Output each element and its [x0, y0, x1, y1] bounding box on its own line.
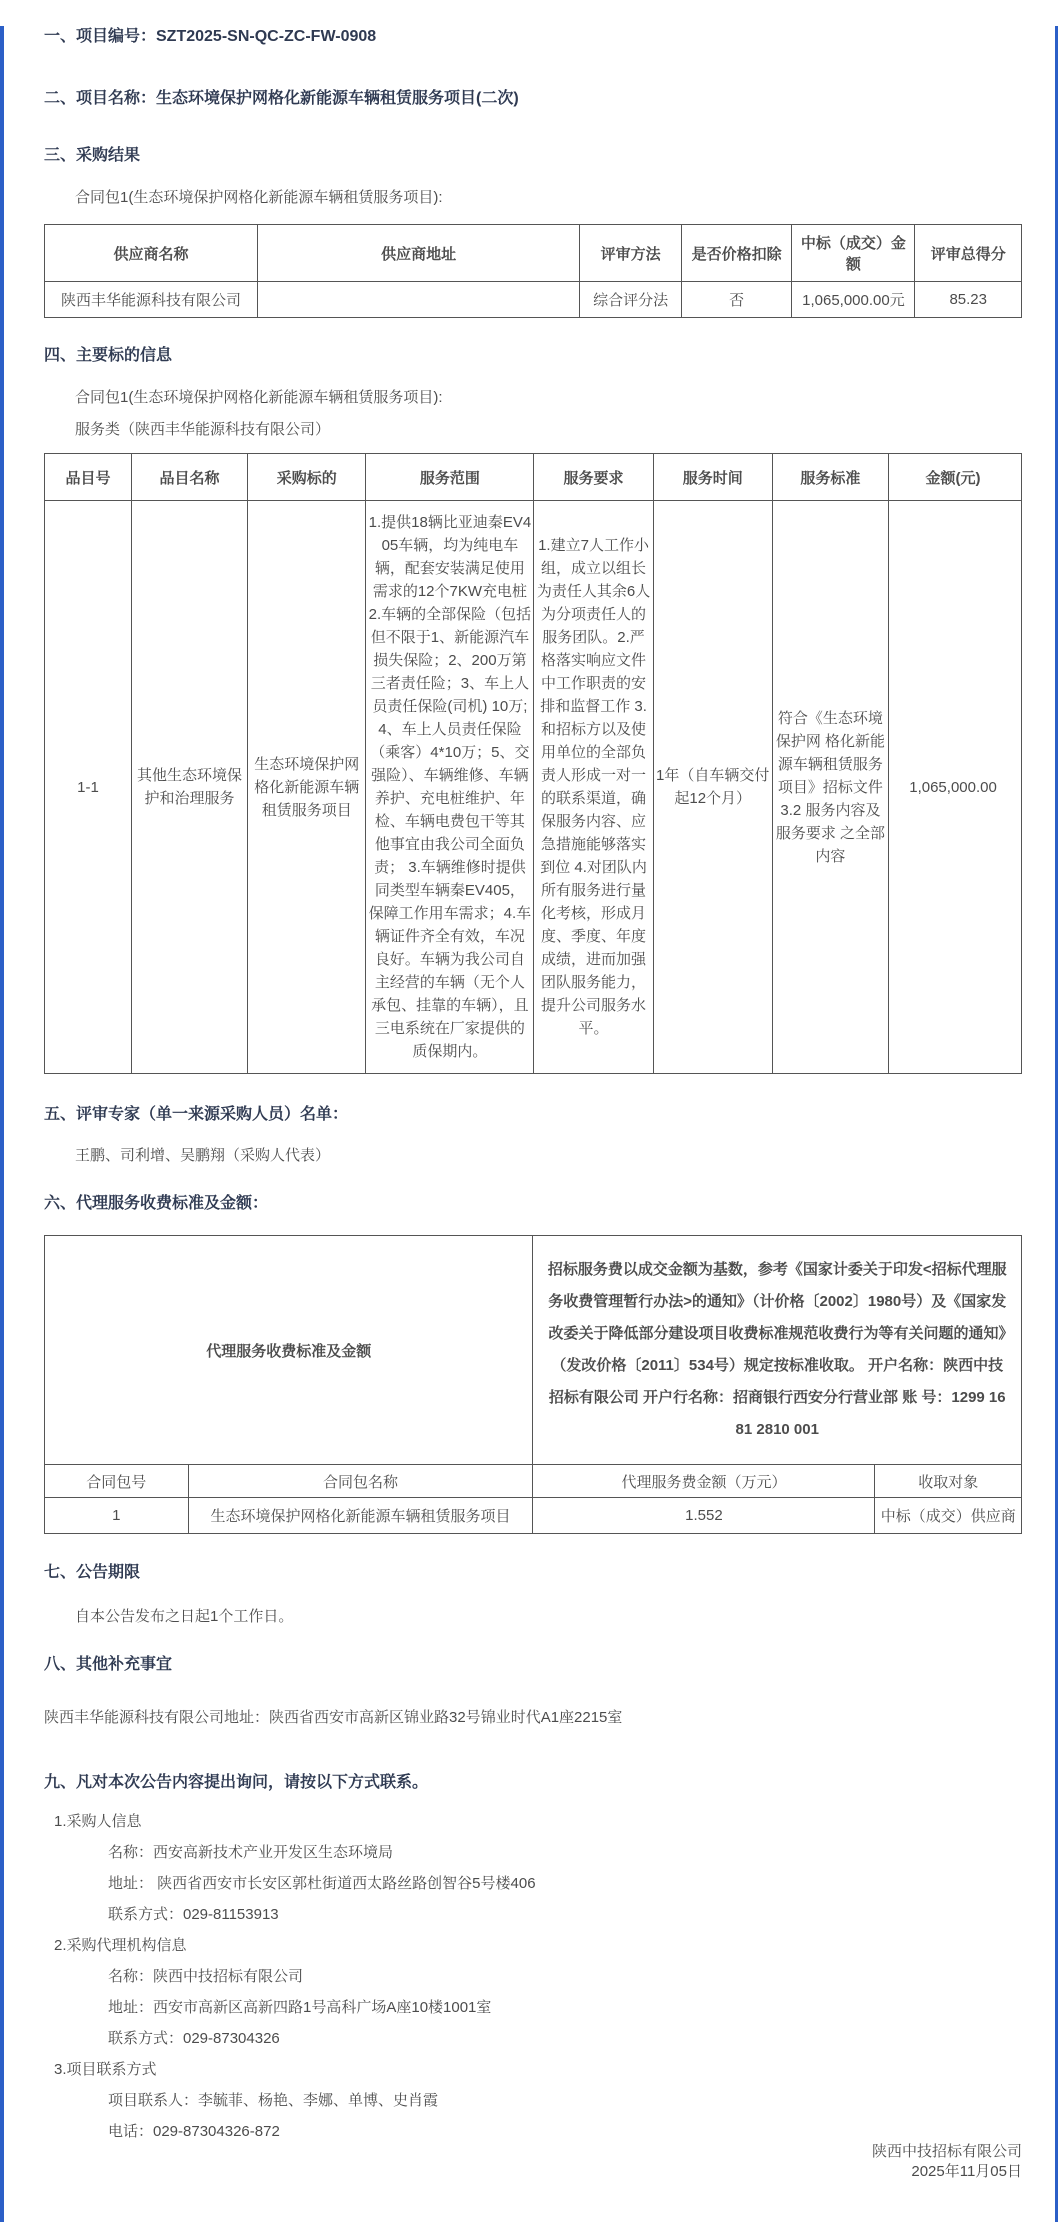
col-price-deduction: 是否价格扣除: [681, 225, 791, 282]
fee-table-header-row: [45, 1465, 1022, 1498]
col-agency-fee-amount: 代理服务费金额（万元）: [533, 1465, 875, 1498]
item-no-cell: 1-1: [45, 501, 132, 1074]
col-item-no: 品目号: [45, 454, 132, 501]
price-deduction-cell: 否: [681, 282, 791, 318]
result-table-header-row: [45, 225, 1022, 282]
result-package-intro: 合同包1(生态环境保护网格化新能源车辆租赁服务项目):: [75, 189, 443, 206]
agency-name: 名称：陕西中技招标有限公司: [108, 1968, 304, 1985]
service-time-cell: 1年（自车辆交付起12个月）: [653, 501, 772, 1074]
agency-info-title: 2.采购代理机构信息: [54, 1937, 187, 1954]
main-subject-table: [44, 453, 1022, 1074]
agency-fee-amount-cell: 1.552: [533, 1498, 875, 1534]
col-review-method: 评审方法: [580, 225, 682, 282]
col-item-name: 品目名称: [131, 454, 247, 501]
agency-fee-table: [44, 1235, 1022, 1534]
heading-procurement-result: 三、采购结果: [44, 147, 141, 164]
amount-cell: 1,065,000.00: [889, 501, 1022, 1074]
supplier-address-cell: [257, 282, 579, 318]
project-contact-persons: 项目联系人：李毓菲、杨艳、李娜、单博、史肖霞: [108, 2092, 439, 2109]
heading-other-matters: 八、其他补充事宜: [44, 1656, 173, 1673]
fee-standard-label-cell: 代理服务收费标准及金额: [45, 1236, 533, 1465]
heading-project-number: 一、项目编号：SZT2025-SN-QC-ZC-FW-0908: [44, 28, 377, 45]
fee-standard-row: [45, 1236, 1022, 1465]
announcement-period-body: 自本公告发布之日起1个工作日。: [75, 1608, 294, 1625]
footer-organization: 陕西中技招标有限公司: [871, 2143, 1022, 2160]
col-service-requirement: 服务要求: [534, 454, 653, 501]
col-service-time: 服务时间: [653, 454, 772, 501]
col-fee-payer: 收取对象: [875, 1465, 1022, 1498]
purchaser-address: 地址： 陕西省西安市长安区郭杜街道西太路丝路创智谷5号楼406: [108, 1875, 536, 1892]
col-package-no: 合同包号: [45, 1465, 189, 1498]
item-name-cell: 其他生态环境保护和治理服务: [131, 501, 247, 1074]
subject-service-class: 服务类（陕西丰华能源科技有限公司）: [75, 421, 331, 438]
project-contact-title: 3.项目联系方式: [54, 2061, 157, 2078]
project-contact-phone: 电话：029-87304326-872: [108, 2123, 280, 2140]
supplier-name-cell: 陕西丰华能源科技有限公司: [45, 282, 258, 318]
agency-contact: 联系方式：029-87304326: [108, 2030, 280, 2047]
review-score-cell: 85.23: [915, 282, 1022, 318]
footer-date: 2025年11月05日: [911, 2163, 1022, 2180]
col-supplier-name: 供应商名称: [45, 225, 258, 282]
col-package-name: 合同包名称: [188, 1465, 533, 1498]
purchaser-info-title: 1.采购人信息: [54, 1813, 142, 1830]
supplier-address-note: 陕西丰华能源科技有限公司地址：陕西省西安市高新区锦业路32号锦业时代A1座2215室: [44, 1709, 623, 1726]
heading-main-subject-info: 四、主要标的信息: [44, 347, 173, 364]
result-table-row: [45, 282, 1022, 318]
heading-agency-fee: 六、代理服务收费标准及金额：: [44, 1195, 269, 1212]
col-review-score: 评审总得分: [915, 225, 1022, 282]
heading-project-name: 二、项目名称：生态环境保护网格化新能源车辆租赁服务项目(二次): [44, 90, 519, 107]
review-method-cell: 综合评分法: [580, 282, 682, 318]
col-award-amount: 中标（成交）金额: [792, 225, 915, 282]
procurement-target-cell: 生态环境保护网格化新能源车辆租赁服务项目: [248, 501, 366, 1074]
heading-contact-info: 九、凡对本次公告内容提出询问，请按以下方式联系。: [44, 1774, 429, 1791]
agency-address: 地址：西安市高新区高新四路1号高科广场A座10楼1001室: [108, 1999, 492, 2016]
package-no-cell: 1: [45, 1498, 189, 1534]
service-scope-cell: 1.提供18辆比亚迪秦EV405车辆，均为纯电车辆，配套安装满足使用需求的12个7KW充电桩 2.车辆的全部保险（包括但不限于1、新能源汽车损失保险；2、200万第三者责任险；3、车上人员责任保险(司机) 10万;4、车上人员责任保险（乘客）4*10万；5、交强险）、车辆维修、车辆养护、充电桩维护、年检、车辆电费包干等其他事宜由我公司全面负责； 3.车辆维修时提供同类型车辆秦EV405，保障工作用车需求；4.车辆证件齐全有效，车况良好。车辆为我公司自主经营的车辆（无个人承包、挂靠的车辆），且三电系统在厂家提供的质保期内。: [366, 501, 534, 1074]
subject-table-row: [45, 501, 1022, 1074]
purchaser-contact: 联系方式：029-81153913: [108, 1906, 279, 1923]
service-requirement-cell: 1.建立7人工作小组，成立以组长为责任人其余6人为分项责任人的服务团队。2.严格落实响应文件中工作职责的安排和监督工作 3.和招标方以及使用单位的全部负责人形成一对一的联系渠道，确保服务内容、应急措施能够落实到位 4.对团队内所有服务进行量化考核，形成月度、季度、年度成绩，进而加强团队服务能力，提升公司服务水平。: [534, 501, 653, 1074]
col-amount-yuan: 金额(元): [889, 454, 1022, 501]
subject-package-intro: 合同包1(生态环境保护网格化新能源车辆租赁服务项目):: [75, 389, 443, 406]
page-content: [4, 26, 1055, 2222]
fee-payer-cell: 中标（成交）供应商: [875, 1498, 1022, 1534]
service-standard-cell: 符合《生态环境保护网 格化新能源车辆租赁服务项目》招标文件 3.2 服务内容及服务要求 之全部内容: [772, 501, 888, 1074]
procurement-result-table: [44, 224, 1022, 318]
subject-table-header-row: [45, 454, 1022, 501]
award-amount-cell: 1,065,000.00元: [792, 282, 915, 318]
procurement-result-announcement-page: [0, 26, 1058, 2222]
fee-table-data-row: [45, 1498, 1022, 1534]
fee-standard-desc-cell: 招标服务费以成交金额为基数，参考《国家计委关于印发<招标代理服务收费管理暂行办法>的通知》（计价格〔2002〕1980号）及《国家发改委关于降低部分建设项目收费标准规范收费行为等有关问题的通知》（发改价格〔2011〕534号）规定按标准收取。 开户名称：陕西中技招标有限公司 开户行名称：招商银行西安分行营业部 账 号：1299 1681 2810 001: [533, 1236, 1022, 1465]
col-service-standard: 服务标准: [772, 454, 888, 501]
review-experts-names: 王鹏、司利增、吴鹏翔（采购人代表）: [75, 1147, 331, 1164]
col-procurement-target: 采购标的: [248, 454, 366, 501]
col-supplier-address: 供应商地址: [257, 225, 579, 282]
package-name-cell: 生态环境保护网格化新能源车辆租赁服务项目: [188, 1498, 533, 1534]
heading-review-experts: 五、评审专家（单一来源采购人员）名单：: [44, 1106, 349, 1123]
heading-announcement-period: 七、公告期限: [44, 1564, 141, 1581]
purchaser-name: 名称：西安高新技术产业开发区生态环境局: [108, 1844, 394, 1861]
col-service-scope: 服务范围: [366, 454, 534, 501]
